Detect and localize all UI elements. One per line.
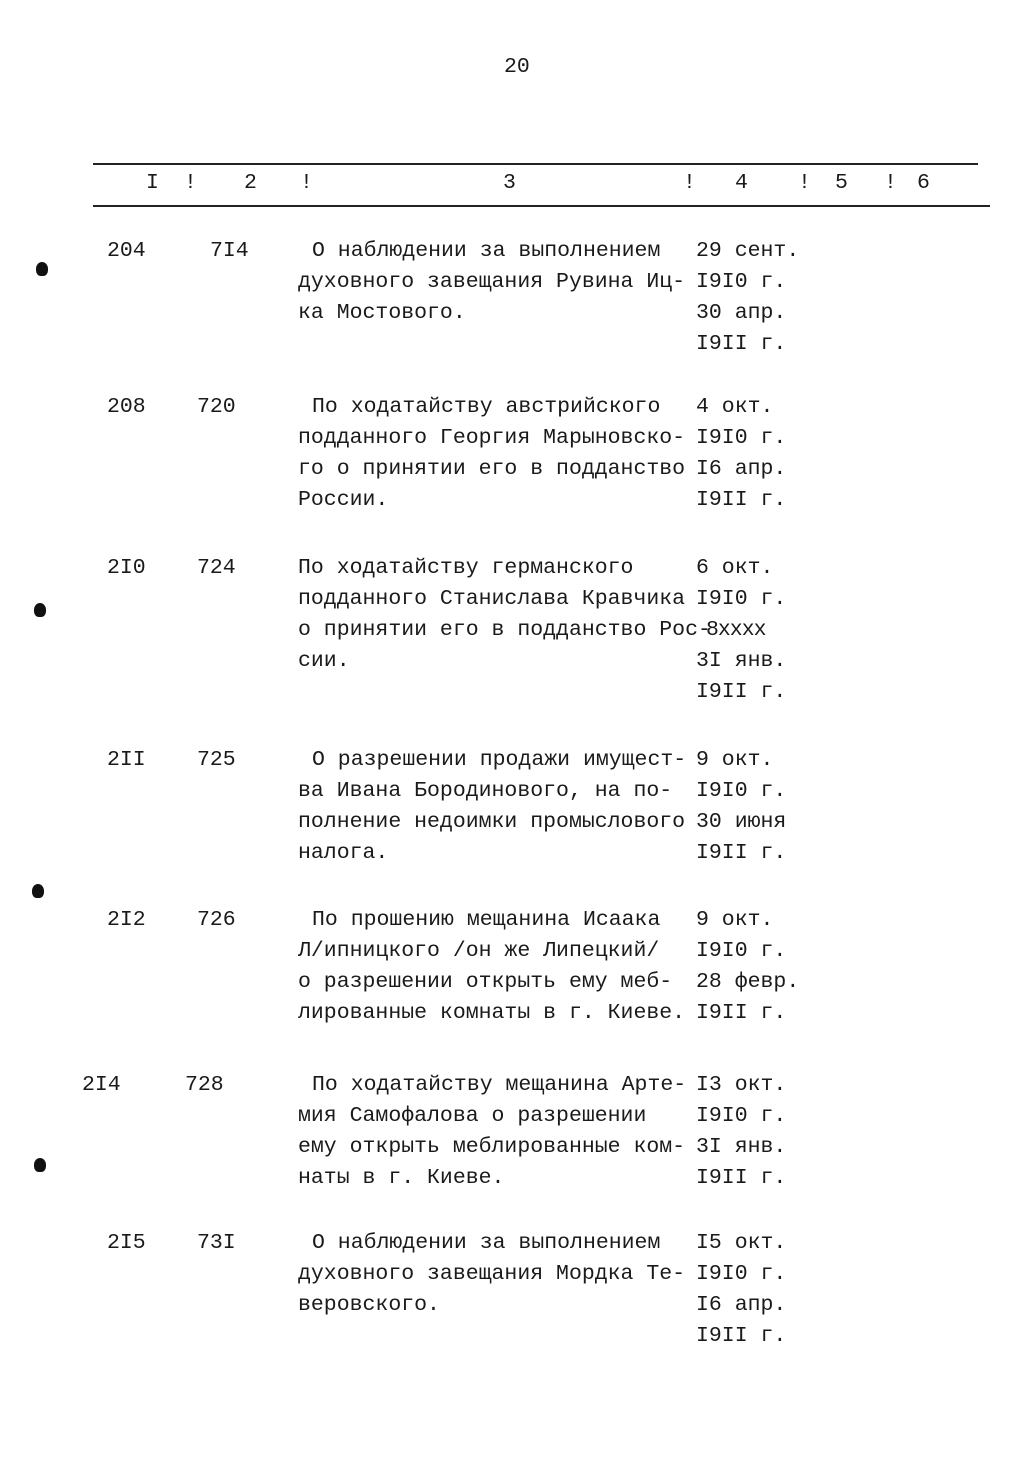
description-line: подданного Станислава Кравчика bbox=[298, 587, 686, 611]
date-line: I3 окт. bbox=[696, 1073, 787, 1097]
row-number: 208 bbox=[107, 395, 146, 419]
date-line: 9 окт. bbox=[696, 908, 774, 932]
description-line: России. bbox=[298, 488, 389, 512]
row-number: 2I0 bbox=[107, 556, 146, 580]
case-description bbox=[298, 236, 685, 329]
description-line: о разрешении открыть ему меб- bbox=[298, 970, 673, 994]
case-number: 724 bbox=[197, 556, 236, 580]
description-line: налога. bbox=[298, 841, 389, 865]
date-line: I9II г. bbox=[696, 488, 787, 512]
case-dates bbox=[696, 905, 799, 1029]
case-dates bbox=[696, 392, 786, 516]
header-col-3: 3 bbox=[503, 171, 516, 195]
description-line: О наблюдении за выполнением bbox=[312, 239, 661, 263]
date-line: 29 сент. bbox=[696, 239, 800, 263]
description-line: мия Самофалова о разрешении bbox=[298, 1104, 647, 1128]
date-line: I6 апр. bbox=[696, 1293, 787, 1317]
date-line: I9II г. bbox=[696, 1324, 787, 1348]
header-col-4: 4 bbox=[735, 171, 748, 195]
description-line: По прошению мещанина Исаака bbox=[312, 908, 661, 932]
header-sep: ! bbox=[300, 171, 313, 195]
description-line: духовного завещания Мордка Те- bbox=[298, 1262, 686, 1286]
case-dates bbox=[696, 745, 786, 869]
date-line: I9II г. bbox=[696, 841, 787, 865]
date-line: I9I0 г. bbox=[696, 1262, 787, 1286]
case-description bbox=[298, 1070, 686, 1194]
description-line: ему открыть меблированные ком- bbox=[298, 1135, 686, 1159]
case-description bbox=[298, 745, 686, 869]
header-bottom-rule bbox=[93, 205, 990, 207]
description-line: ка Мостового. bbox=[298, 301, 466, 325]
date-line: I9I0 г. bbox=[696, 426, 787, 450]
date-line: 3I янв. bbox=[696, 1135, 787, 1159]
description-line: О разрешении продажи имущест- bbox=[312, 748, 687, 772]
description-line: По ходатайству германского bbox=[298, 556, 634, 580]
row-number: 2I5 bbox=[107, 1231, 146, 1255]
description-line: наты в г. Киеве. bbox=[298, 1166, 505, 1190]
header-sep: ! bbox=[884, 171, 897, 195]
description-line: полнение недоимки промыслового bbox=[298, 810, 686, 834]
description-line: По ходатайству мещанина Арте- bbox=[312, 1073, 687, 1097]
case-number: 7I4 bbox=[210, 239, 249, 263]
description-line: подданного Георгия Марыновско- bbox=[298, 426, 686, 450]
description-line: го о принятии его в подданство bbox=[298, 457, 686, 481]
date-line: 4 окт. bbox=[696, 395, 774, 419]
case-dates bbox=[696, 236, 799, 360]
description-line: о принятии его в подданство Рос- bbox=[298, 618, 711, 642]
case-dates bbox=[696, 1070, 786, 1194]
row-number: 2I2 bbox=[107, 908, 146, 932]
date-line: 30 июня bbox=[696, 810, 787, 834]
header-col-2: 2 bbox=[244, 171, 257, 195]
case-number: 725 bbox=[197, 748, 236, 772]
date-line: 3I янв. bbox=[696, 649, 787, 673]
page-number: 20 bbox=[504, 55, 530, 79]
description-line: О наблюдении за выполнением bbox=[312, 1231, 661, 1255]
date-line: I9II г. bbox=[696, 332, 787, 356]
case-description bbox=[298, 905, 685, 1029]
description-line: духовного завещания Рувина Иц- bbox=[298, 270, 686, 294]
description-line: По ходатайству австрийского bbox=[312, 395, 661, 419]
date-line: I9I0 г. bbox=[696, 270, 787, 294]
case-dates bbox=[696, 553, 786, 708]
date-line: I9I0 г. bbox=[696, 779, 787, 803]
row-number: 2II bbox=[107, 748, 146, 772]
description-line: лированные комнаты в г. Киеве. bbox=[298, 1001, 686, 1025]
row-number: 2I4 bbox=[82, 1073, 121, 1097]
description-line: ва Ивана Бородинового, на по- bbox=[298, 779, 673, 803]
date-line: I5 окт. bbox=[696, 1231, 787, 1255]
date-line: I9II г. bbox=[696, 680, 787, 704]
header-col-5: 5 bbox=[835, 171, 848, 195]
date-line: 8хххх bbox=[706, 618, 766, 642]
row-number: 204 bbox=[107, 239, 146, 263]
punch-hole-mark bbox=[36, 262, 48, 276]
date-line: I9II г. bbox=[696, 1001, 787, 1025]
header-sep: ! bbox=[184, 171, 197, 195]
case-dates bbox=[696, 1228, 786, 1352]
date-line: 9 окт. bbox=[696, 748, 774, 772]
date-line: I9I0 г. bbox=[696, 587, 787, 611]
date-line: 28 февр. bbox=[696, 970, 800, 994]
date-line: I9I0 г. bbox=[696, 939, 787, 963]
case-description bbox=[298, 553, 711, 677]
case-number: 728 bbox=[185, 1073, 224, 1097]
punch-hole-mark bbox=[34, 1158, 46, 1172]
header-col-6: 6 bbox=[917, 171, 930, 195]
date-line: 30 апр. bbox=[696, 301, 787, 325]
header-top-rule bbox=[93, 163, 978, 165]
punch-hole-mark bbox=[34, 603, 46, 617]
description-line: веровского. bbox=[298, 1293, 440, 1317]
date-line: I9I0 г. bbox=[696, 1104, 787, 1128]
case-number: 720 bbox=[197, 395, 236, 419]
date-line: I9II г. bbox=[696, 1166, 787, 1190]
date-line: 6 окт. bbox=[696, 556, 774, 580]
case-description bbox=[298, 392, 685, 516]
date-line: I6 апр. bbox=[696, 457, 787, 481]
description-line: сии. bbox=[298, 649, 350, 673]
header-sep: ! bbox=[683, 171, 696, 195]
case-number: 726 bbox=[197, 908, 236, 932]
case-description bbox=[298, 1228, 685, 1321]
header-col-1: I bbox=[146, 171, 159, 195]
description-line: Л/ипницкого /он же Липецкий/ bbox=[298, 939, 660, 963]
punch-hole-mark bbox=[32, 884, 44, 898]
case-number: 73I bbox=[197, 1231, 236, 1255]
header-sep: ! bbox=[798, 171, 811, 195]
